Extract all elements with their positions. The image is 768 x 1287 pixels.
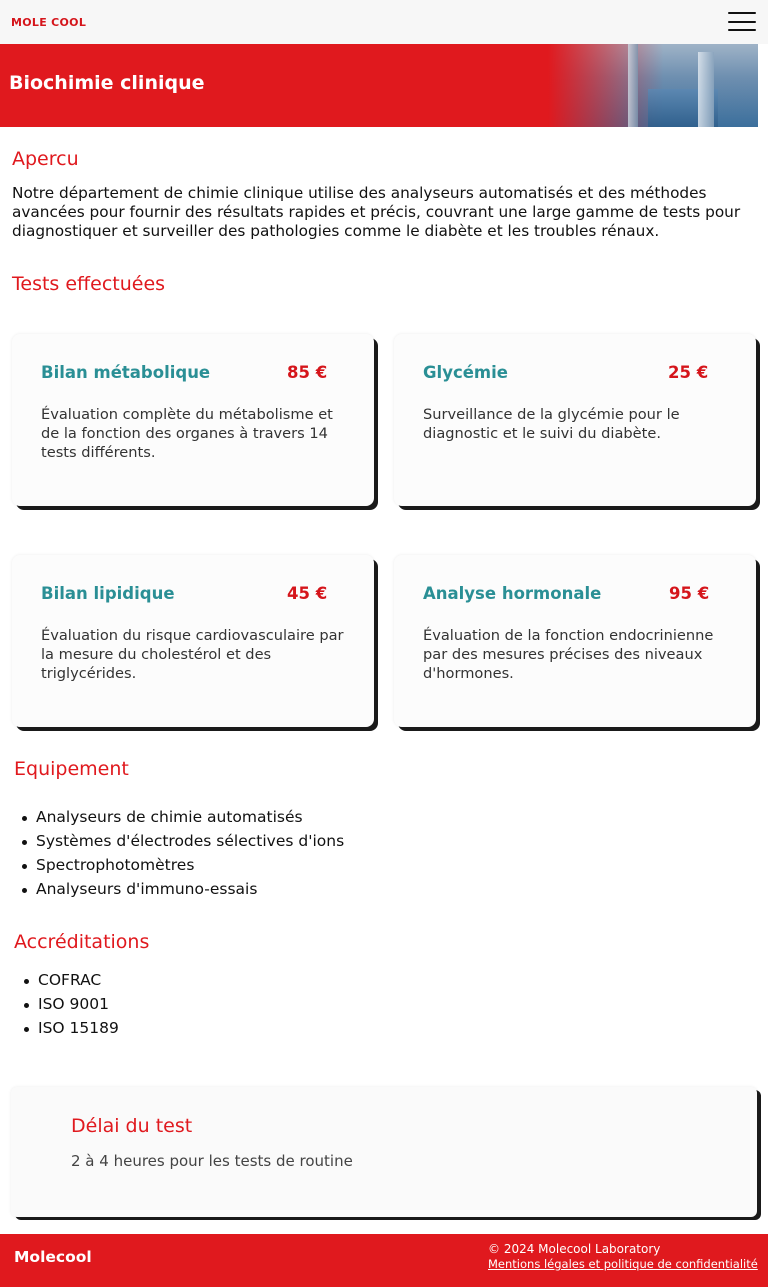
overview-heading: Apercu [12, 148, 79, 170]
list-item: Analyseurs de chimie automatisés [14, 807, 344, 831]
hamburger-menu-icon[interactable] [728, 12, 756, 32]
page-title: Biochimie clinique [9, 72, 205, 94]
accreditations-heading: Accréditations [14, 931, 150, 953]
test-description: Évaluation de la fonction endocrinienne par des mesures précises des niveaux d'hormones. [423, 627, 714, 682]
test-name: Bilan lipidique [41, 584, 175, 603]
test-card[interactable] [12, 555, 374, 727]
hamburger-line [728, 21, 756, 23]
test-card[interactable] [394, 555, 756, 727]
test-card[interactable] [12, 334, 374, 506]
equipment-list [14, 807, 344, 903]
hero-banner [0, 44, 758, 127]
test-description: Surveillance de la glycémie pour le diagnostic et le suivi du diabète. [423, 406, 680, 442]
lab-equipment-shape [628, 44, 638, 127]
test-description: Évaluation du risque cardiovasculaire par la mesure du cholestérol et des triglycérides. [41, 627, 344, 682]
delay-heading: Délai du test [71, 1115, 193, 1137]
list-item: Analyseurs d'immuno-essais [14, 879, 344, 903]
equipment-heading: Equipement [14, 758, 129, 780]
hero-lab-image [548, 44, 758, 127]
list-item: COFRAC [14, 970, 119, 994]
footer [0, 1234, 768, 1287]
test-card[interactable] [394, 334, 756, 506]
tests-heading: Tests effectuées [12, 273, 166, 295]
footer-brand: Molecool [14, 1248, 92, 1266]
list-item: Spectrophotomètres [14, 855, 344, 879]
test-name: Glycémie [423, 363, 508, 382]
overview-text: Notre département de chimie clinique utilise des analyseurs automatisés et des méthodes avancées pour fournir des résultats rapides et précis, couvrant une large gamme de tests pour diagnostiquer et surveiller des pathologies comme le diabète et les troubles rénaux. [12, 184, 741, 240]
accreditations-list [14, 970, 119, 1042]
brand-logo[interactable]: MOLE COOL [11, 16, 87, 29]
list-item: Systèmes d'électrodes sélectives d'ions [14, 831, 344, 855]
list-item: ISO 15189 [14, 1018, 119, 1042]
top-navbar [0, 0, 768, 44]
lab-equipment-shape [698, 52, 714, 127]
test-name: Analyse hormonale [423, 584, 602, 603]
test-description: Évaluation complète du métabolisme et de la fonction des organes à travers 14 tests différents. [41, 406, 333, 461]
hamburger-line [728, 29, 756, 31]
test-price: 45 € [287, 584, 328, 603]
list-item: ISO 9001 [14, 994, 119, 1018]
footer-copyright: © 2024 Molecool Laboratory [488, 1242, 661, 1256]
test-price: 25 € [668, 363, 709, 382]
test-price: 85 € [287, 363, 328, 382]
test-delay-card [11, 1087, 757, 1217]
test-price: 95 € [669, 584, 710, 603]
delay-text: 2 à 4 heures pour les tests de routine [71, 1152, 353, 1170]
test-name: Bilan métabolique [41, 363, 211, 382]
legal-link[interactable]: Mentions légales et politique de confidentialité [488, 1257, 758, 1271]
hamburger-line [728, 12, 756, 14]
